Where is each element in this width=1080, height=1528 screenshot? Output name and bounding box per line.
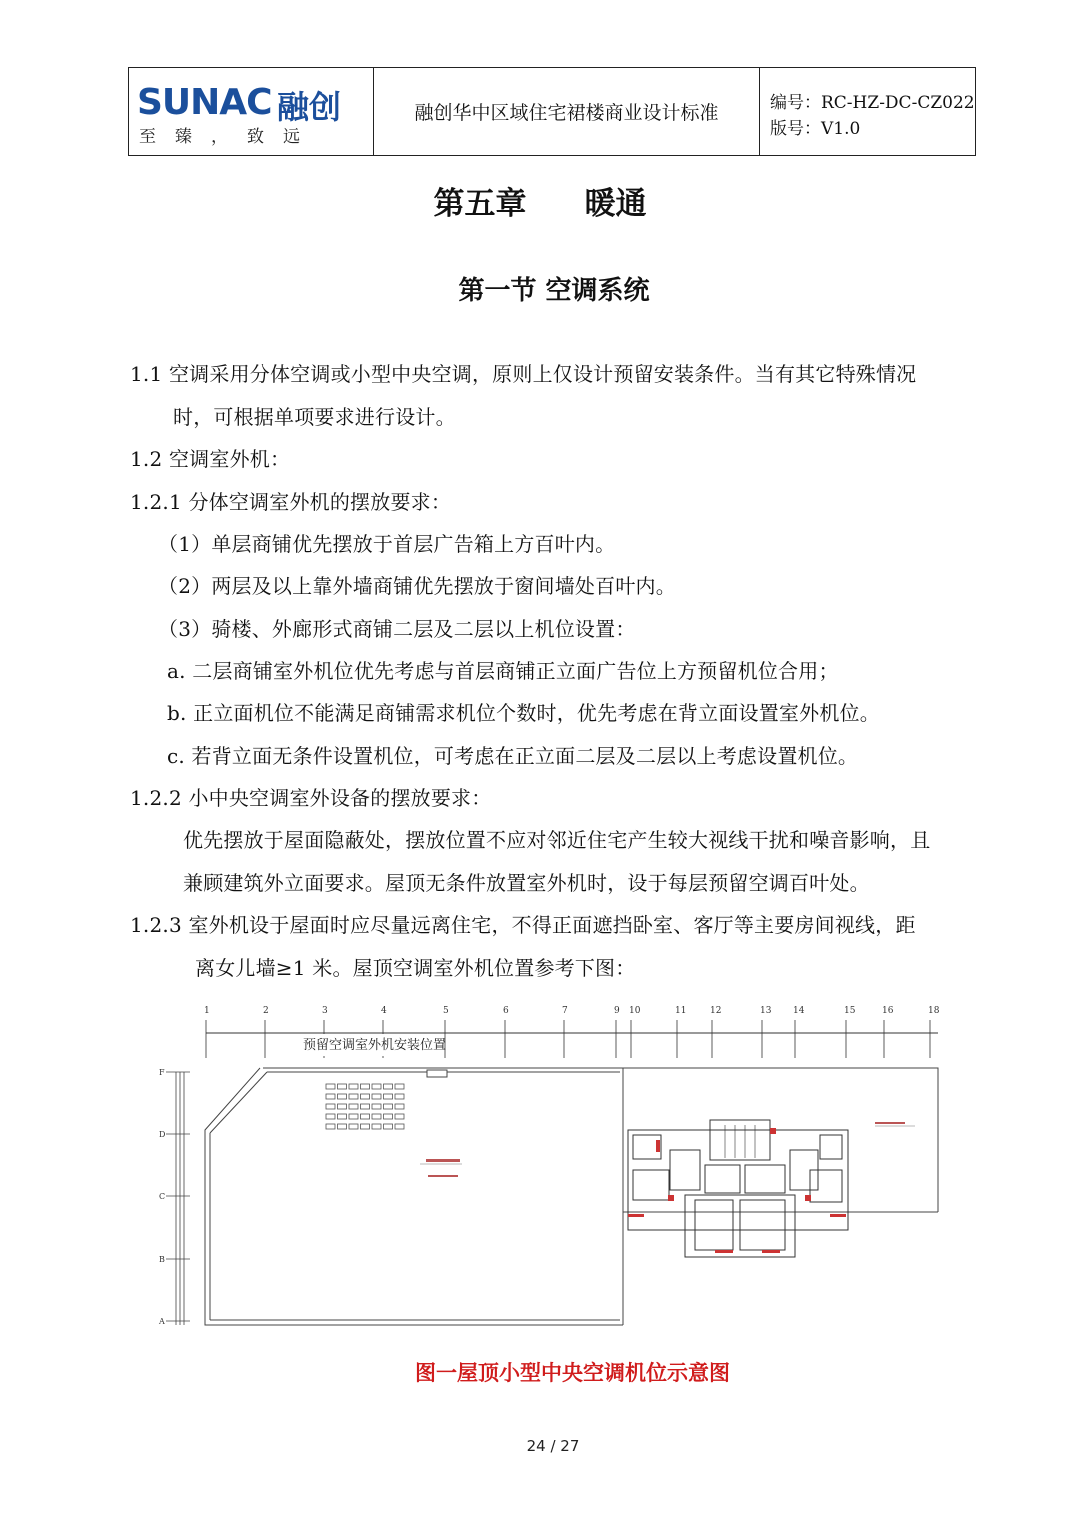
- ac-outdoor-unit: [395, 1094, 404, 1099]
- paragraph-line: 1.1 空调采用分体空调或小型中央空调，原则上仅设计预留安装条件。当有其它特殊情况: [130, 362, 917, 386]
- paragraph-line: 优先摆放于屋面隐蔽处，摆放位置不应对邻近住宅产生较大视线干扰和噪音影响，且: [183, 828, 931, 852]
- section-heading: 第一节 空调系统: [458, 276, 650, 306]
- grid-axis: [176, 1072, 184, 1325]
- ac-outdoor-unit: [384, 1094, 393, 1099]
- ac-outdoor-unit: [349, 1094, 358, 1099]
- grid-row-label: A: [159, 1317, 165, 1326]
- ac-outdoor-unit: [361, 1114, 370, 1119]
- ac-outdoor-unit: [395, 1084, 404, 1089]
- ac-outdoor-unit: [338, 1084, 347, 1089]
- ac-outdoor-unit: [338, 1124, 347, 1129]
- grid-column-label: 13: [760, 1006, 772, 1016]
- grid-column-label: 6: [503, 1006, 509, 1016]
- document-code: 编号：RC-HZ-DC-CZ022: [770, 93, 975, 113]
- document-header: [128, 67, 976, 156]
- ac-outdoor-unit: [395, 1104, 404, 1109]
- ac-outdoor-unit: [338, 1114, 347, 1119]
- grid-column-label: 14: [793, 1006, 805, 1016]
- paragraph-line: 时，可根据单项要求进行设计。: [173, 405, 456, 429]
- grid-row-label: B: [159, 1255, 165, 1264]
- ac-outdoor-unit: [349, 1124, 358, 1129]
- chapter-heading: [0, 178, 1080, 223]
- paragraph-line: 1.2.1 分体空调室外机的摆放要求：: [130, 490, 452, 514]
- residential-tower-plan: [628, 1120, 848, 1257]
- ac-outdoor-unit: [361, 1094, 370, 1099]
- ac-position-label: 预留空调室外机安装位置: [303, 1038, 447, 1053]
- ac-outdoor-unit: [349, 1114, 358, 1119]
- ac-outdoor-unit: [338, 1094, 347, 1099]
- ac-outdoor-unit: [384, 1084, 393, 1089]
- grid-column-label: 18: [928, 1006, 940, 1016]
- ac-outdoor-unit: [372, 1104, 381, 1109]
- paragraph-line: （2）两层及以上靠外墙商铺优先摆放于窗间墙处百叶内。: [158, 574, 676, 598]
- grid-column-label: 9: [614, 1006, 620, 1016]
- ac-outdoor-unit: [384, 1114, 393, 1119]
- ac-unit-block: [326, 1070, 447, 1129]
- page-number: 24 / 27: [526, 1437, 580, 1455]
- paragraph-line: 1.2.3 室外机设于屋面时应尽量远离住宅，不得正面遮挡卧室、客厅等主要房间视线，距: [130, 913, 916, 937]
- grid-row-label: C: [159, 1192, 166, 1201]
- chapter-name: 暖通: [584, 186, 647, 222]
- ac-outdoor-unit: [372, 1114, 381, 1119]
- grid-column-label: 2: [263, 1006, 269, 1016]
- ac-outdoor-unit: [372, 1094, 381, 1099]
- grid-column-label: 4: [381, 1006, 387, 1016]
- ac-outdoor-unit: [326, 1104, 335, 1109]
- ac-outdoor-unit: [349, 1104, 358, 1109]
- building-outline: [205, 1068, 938, 1325]
- ac-outdoor-unit: [361, 1084, 370, 1089]
- figure-caption: 图一屋顶小型中央空调机位示意图: [415, 1361, 730, 1385]
- ac-outdoor-unit: [395, 1124, 404, 1129]
- ac-outdoor-unit: [326, 1094, 335, 1099]
- ac-outdoor-unit: [361, 1124, 370, 1129]
- logo-slogan: 至臻，致远: [139, 127, 319, 147]
- sunac-logo: SUNAC: [137, 82, 272, 123]
- paragraph-line: 兼顾建筑外立面要求。屋顶无条件放置室外机时，设于每层预留空调百叶处。: [183, 871, 870, 895]
- grid-row-label: F: [159, 1068, 165, 1077]
- grid-column-label: 11: [675, 1006, 687, 1016]
- grid-column-label: 12: [710, 1006, 722, 1016]
- grid-column-label: 10: [629, 1006, 641, 1016]
- paragraph-line: （3）骑楼、外廊形式商铺二层及二层以上机位设置：: [158, 617, 636, 641]
- grid-column-label: 5: [443, 1006, 449, 1016]
- paragraph-line: 1.2 空调室外机：: [130, 447, 291, 471]
- paragraph-line: 离女儿墙≥1 米。屋顶空调室外机位置参考下图：: [195, 956, 636, 980]
- logo-cell: [129, 68, 374, 155]
- chapter-number: 第五章: [433, 186, 527, 222]
- paragraph-line: c. 若背立面无条件设置机位，可考虑在正立面二层及二层以上考虑设置机位。: [167, 744, 859, 768]
- grid-column-label: 1: [204, 1006, 210, 1016]
- document-title: 融创华中区域住宅裙楼商业设计标准: [374, 68, 760, 155]
- grid-row-label: D: [159, 1130, 166, 1139]
- document-version: 版号：V1.0: [770, 119, 861, 139]
- ac-outdoor-unit: [338, 1104, 347, 1109]
- ac-outdoor-unit: [372, 1084, 381, 1089]
- grid-column-label: 3: [322, 1006, 328, 1016]
- ac-outdoor-unit: [326, 1114, 335, 1119]
- ac-outdoor-unit: [384, 1104, 393, 1109]
- ac-outdoor-unit: [361, 1104, 370, 1109]
- paragraph-line: （1）单层商铺优先摆放于首层广告箱上方百叶内。: [158, 532, 616, 556]
- ac-outdoor-unit: [395, 1114, 404, 1119]
- roof-plan-drawing: [150, 1000, 950, 1345]
- sunac-logo-cn: 融创: [277, 88, 342, 126]
- grid-column-label: 7: [562, 1006, 568, 1016]
- paragraph-line: b. 正立面机位不能满足商铺需求机位个数时，优先考虑在背立面设置室外机位。: [167, 701, 880, 725]
- ac-outdoor-unit: [384, 1124, 393, 1129]
- paragraph-line: 1.2.2 小中央空调室外设备的摆放要求：: [130, 786, 492, 810]
- grid-column-label: 16: [882, 1006, 894, 1016]
- paragraph-line: a. 二层商铺室外机位优先考虑与首层商铺正立面广告位上方预留机位合用；: [167, 659, 839, 683]
- grid-column-label: 15: [844, 1006, 856, 1016]
- ac-outdoor-unit: [349, 1084, 358, 1089]
- ac-outdoor-unit: [326, 1084, 335, 1089]
- document-code-cell: [760, 68, 975, 155]
- ac-outdoor-unit: [326, 1124, 335, 1129]
- ac-outdoor-unit: [372, 1124, 381, 1129]
